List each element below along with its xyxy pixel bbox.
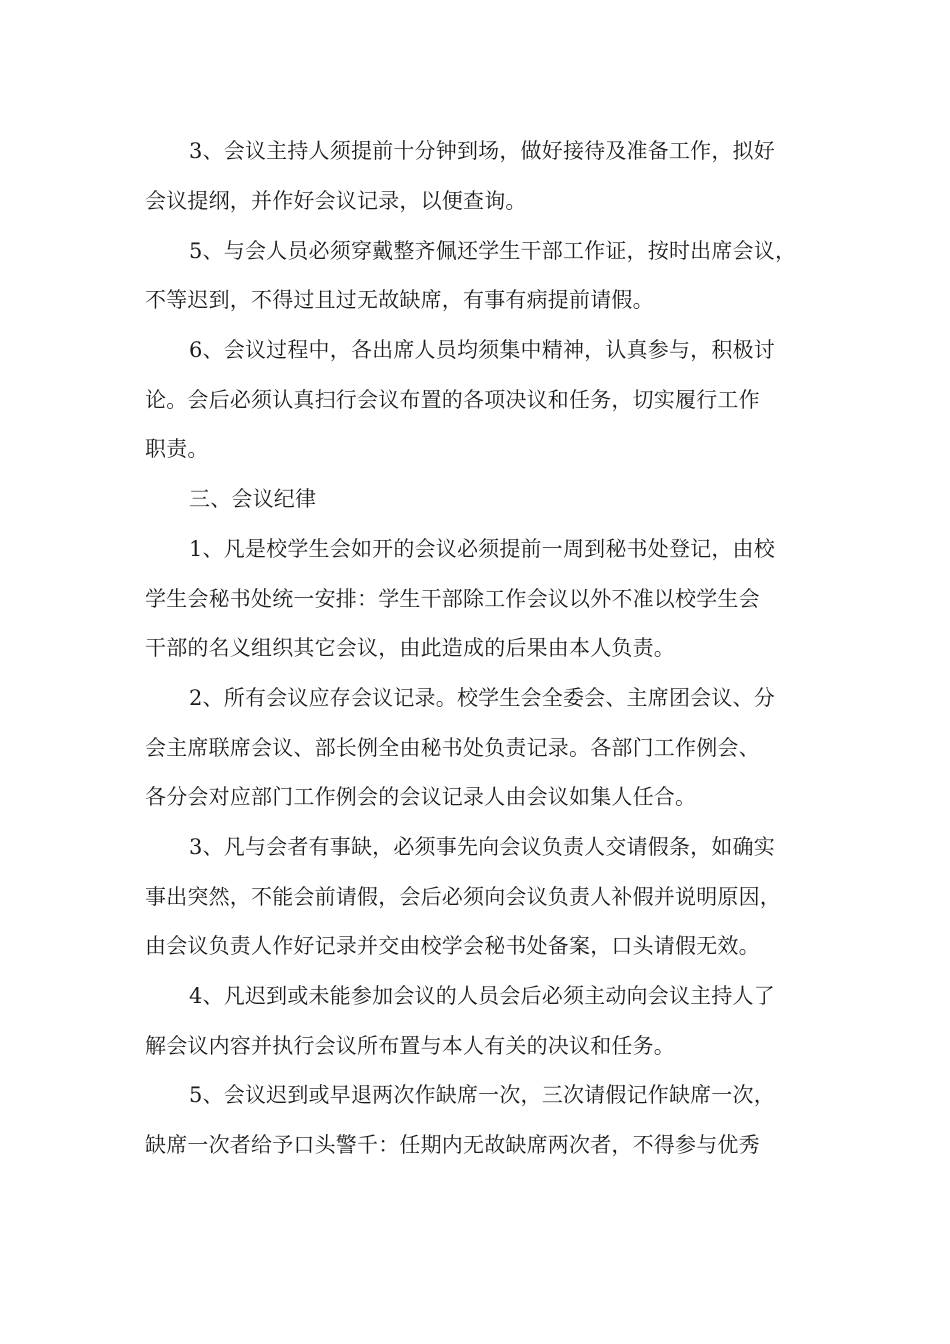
paragraph-line: 论。会后必须认真扫行会议布置的各项决议和任务，切实履行工作 <box>145 388 760 412</box>
paragraph-line: 各分会对应部门工作例会的会议记录人由会议如集人任合。 <box>145 785 697 809</box>
paragraph-line: 5、会议迟到或早退两次作缺席一次，三次请假记作缺席一次， <box>189 1083 775 1107</box>
paragraph-line: 2、所有会议应存会议记录。校学生会全委会、主席团会议、分 <box>189 686 775 710</box>
paragraph-line: 职责。 <box>145 437 209 461</box>
paragraph-line: 解会议内容并执行会议所布置与本人有关的决议和任务。 <box>145 1034 675 1058</box>
paragraph-line: 事出突然，不能会前请假，会后必须向会议负责人补假并说明原因， <box>145 885 781 909</box>
paragraph-line: 3、会议主持人须提前十分钟到场，做好接待及准备工作，拟好 <box>189 139 775 163</box>
paragraph-line: 不等迟到，不得过且过无故缺席，有事有病提前请假。 <box>145 288 654 312</box>
paragraph-line: 会议提纲，并作好会议记录，以便查询。 <box>145 189 527 213</box>
paragraph-line: 学生会秘书处统一安排：学生干部除工作会议以外不准以校学生会 <box>145 587 760 611</box>
paragraph-line: 4、凡迟到或未能参加会议的人员会后必须主动向会议主持人了 <box>189 984 775 1008</box>
paragraph-line: 5、与会人员必须穿戴整齐佩还学生干部工作证，按时出席会议， <box>189 239 797 263</box>
paragraph-line: 干部的名义组织其它会议，由此造成的后果由本人负责。 <box>145 636 675 660</box>
paragraph-line: 缺席一次者给予口头警千：任期内无故缺席两次者，不得参与优秀 <box>145 1133 760 1157</box>
paragraph-line: 由会议负责人作好记录并交由校学会秘书处备案，口头请假无效。 <box>145 934 760 958</box>
section-heading: 三、会议纪律 <box>189 487 317 511</box>
paragraph-line: 1、凡是校学生会如开的会议必须提前一周到秘书处登记，由校 <box>189 537 775 561</box>
paragraph-line: 3、凡与会者有事缺，必须事先向会议负责人交请假条，如确实 <box>189 835 775 859</box>
paragraph-line: 6、会议过程中，各出席人员均须集中精神，认真参与，积极讨 <box>189 338 775 362</box>
paragraph-line: 会主席联席会议、部长例全由秘书处负责记录。各部门工作例会、 <box>145 736 760 760</box>
